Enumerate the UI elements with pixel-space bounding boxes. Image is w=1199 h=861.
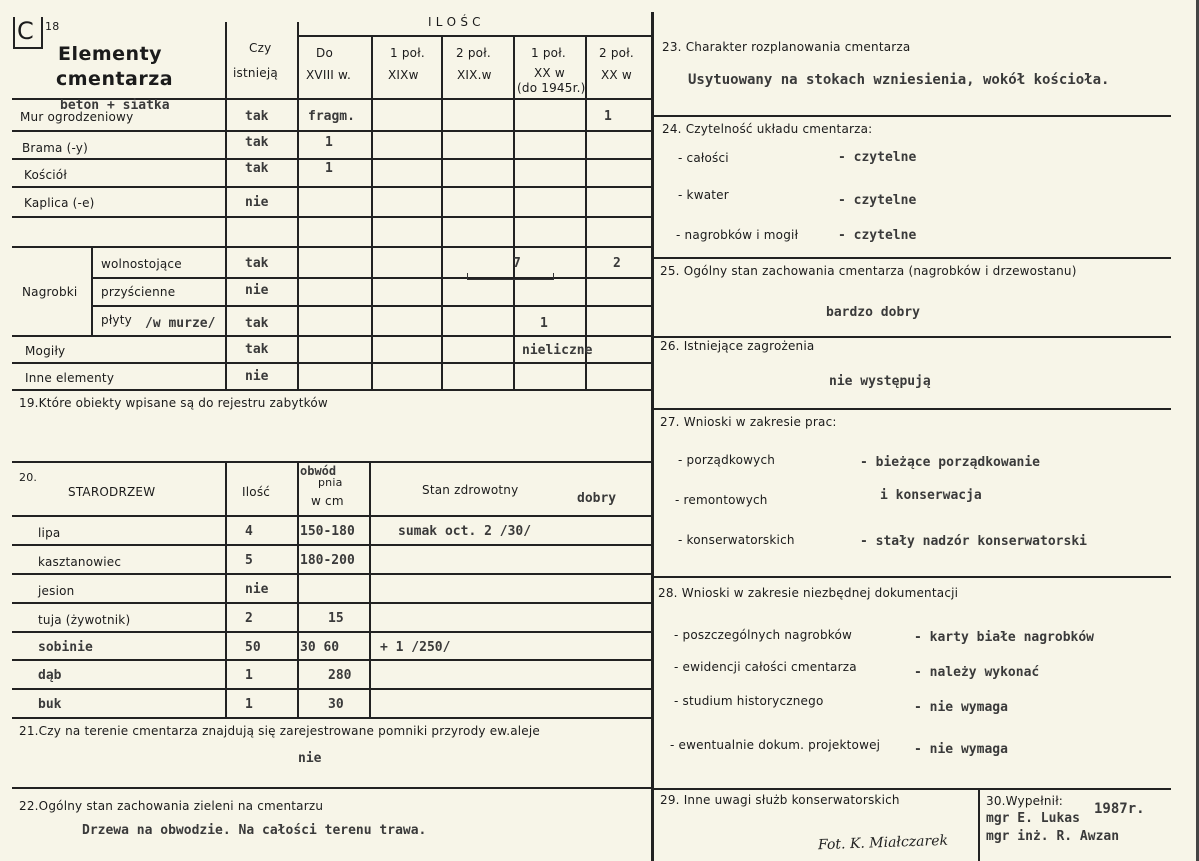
row-nagrobki-label: Nagrobki — [22, 285, 78, 299]
row-mogily-val: nieliczne — [522, 343, 593, 358]
s22-answer: Drzewa na obwodzie. Na całości terenu trawa. — [82, 823, 427, 838]
s21-label: 21.Czy na terenie cmentarza znajdują się zarejestrowane pomniki przyrody ew.aleje — [19, 724, 541, 738]
mur-note: beton + siatka — [60, 98, 170, 113]
tree-name: lipa — [38, 526, 61, 540]
row-wolno-2pol20: 2 — [613, 256, 621, 271]
tree-circumference: 15 — [328, 611, 344, 626]
s30-year: 1987r. — [1094, 801, 1145, 817]
r-h26 — [654, 408, 1171, 410]
s28-item3-value: - nie wymaga — [914, 700, 1008, 715]
row-plyty-note: /w murze/ — [145, 316, 216, 331]
tree-count: nie — [245, 582, 269, 597]
s20-h5 — [12, 631, 652, 633]
s19-label: 19.Które obiekty wpisane są do rejestru zabytków — [19, 396, 328, 410]
tree-count: 1 — [245, 697, 253, 712]
wolno-bracket — [467, 273, 554, 280]
s24-item1-value: - czytelne — [838, 150, 917, 165]
row-plyty-label: płyty — [101, 313, 132, 327]
s20-v3 — [369, 461, 371, 718]
s23-answer: Usytuowany na stokach wzniesienia, wokół kościoła. — [688, 72, 1110, 88]
s28-item1-label: - poszczególnych nagrobków — [674, 628, 853, 642]
s22-label: 22.Ogólny stan zachowania zieleni na cmentarzu — [19, 799, 324, 813]
s30-name2: mgr inż. R. Awzan — [986, 829, 1120, 844]
s28-item3-label: - studium historycznego — [674, 694, 824, 708]
grid-h-r5 — [12, 246, 652, 248]
tree-name: buk — [38, 697, 62, 712]
col-do-1: Do — [316, 46, 333, 60]
row-plyty-czy: tak — [245, 316, 269, 331]
s24-item2-label: - kwater — [678, 188, 729, 202]
row-mogily-label: Mogiły — [25, 344, 66, 358]
grid-v-nagrobki — [91, 247, 93, 335]
tree-count: 4 — [245, 524, 253, 539]
s25-answer: bardzo dobry — [826, 305, 920, 320]
s27-item1-label: - porządkowych — [678, 453, 776, 467]
row-kosciol-label: Kościół — [24, 168, 67, 182]
s24-label: 24. Czytelność układu cmentarza: — [662, 122, 873, 136]
tree-circumference: 180-200 — [300, 553, 355, 568]
s20-h4 — [12, 602, 652, 604]
s20-num: 20. — [19, 471, 38, 484]
s28-item2-value: - należy wykonać — [914, 665, 1040, 680]
row-plyty-1pol20: 1 — [540, 316, 548, 331]
s28-item2-label: - ewidencji całości cmentarza — [674, 660, 857, 674]
col-1pol20-1: 1 poł. — [531, 46, 566, 60]
row-brama-label: Brama (-y) — [22, 141, 88, 155]
s27-item2-label: - remontowych — [675, 493, 768, 507]
tree-name: dąb — [38, 668, 62, 683]
s20-col-obwod-2: pnia — [318, 476, 343, 489]
s18-title-1: Elementy — [58, 43, 163, 65]
photo-credit: Fot. K. Miałczarek — [817, 832, 949, 854]
row-kaplica-czy: nie — [245, 195, 269, 210]
s20-col-obwod-1: obwód — [300, 464, 337, 478]
s20-stan-note: dobry — [577, 491, 617, 506]
col-1pol19-2: XIXw — [388, 68, 419, 82]
row-wolno-label: wolnostojące — [101, 257, 182, 271]
s21-answer: nie — [298, 751, 322, 766]
s24-item1-label: - całości — [678, 151, 729, 165]
tree-name: tuja (żywotnik) — [38, 613, 131, 627]
s20-v1 — [225, 461, 227, 718]
grid-h-r2 — [12, 158, 652, 160]
s30-name1: mgr E. Lukas — [986, 811, 1080, 826]
grid-v1 — [225, 22, 227, 389]
grid-v2 — [297, 22, 299, 389]
row-wolno-1pol20: 7 — [513, 256, 521, 271]
col-2pol20-1: 2 poł. — [599, 46, 634, 60]
s20-h2 — [12, 544, 652, 546]
grid-h-r1 — [12, 130, 652, 132]
s23-label: 23. Charakter rozplanowania cmentarza — [662, 40, 911, 54]
row-inne-czy: nie — [245, 369, 269, 384]
row-kosciol-czy: tak — [245, 161, 269, 176]
tree-circumference: 30 60 — [300, 640, 340, 655]
s27-item3-label: - konserwatorskich — [678, 533, 795, 547]
s24-item2-value: - czytelne — [838, 193, 917, 208]
s24-item3-value: - czytelne — [838, 228, 917, 243]
s20-h1 — [12, 515, 652, 517]
tree-count: 1 — [245, 668, 253, 683]
tree-name: jesion — [38, 584, 75, 598]
s28-label: 28. Wnioski w zakresie niezbędnej dokumentacji — [658, 586, 959, 600]
tree-name: sobinie — [38, 640, 93, 655]
row-mur-label: Mur ogrodzeniowy — [20, 110, 134, 124]
s20-h8 — [12, 717, 652, 719]
tree-count: 50 — [245, 640, 261, 655]
s20-col-starodrzew: STARODRZEW — [68, 485, 156, 499]
s20-top — [12, 461, 652, 463]
grid-h-r10 — [12, 389, 652, 391]
s24-item3-label: - nagrobków i mogił — [676, 228, 799, 242]
col-1pol20-3: (do 1945r.) — [517, 81, 586, 95]
r-h25 — [654, 336, 1171, 338]
col-2pol19-2: XIX.w — [457, 68, 492, 82]
s20-h7 — [12, 688, 652, 690]
col-2pol19-1: 2 poł. — [456, 46, 491, 60]
tree-count: 2 — [245, 611, 253, 626]
s18-title-2: cmentarza — [56, 68, 174, 90]
row-mur-2pol20: 1 — [604, 109, 612, 124]
row-przysc-label: przyścienne — [101, 285, 176, 299]
r-h24 — [654, 257, 1171, 259]
grid-h-r8 — [12, 335, 652, 337]
col-1pol20-2: XX w — [534, 66, 565, 80]
tree-circumference: 280 — [328, 668, 352, 683]
s26-label: 26. Istniejące zagrożenia — [660, 339, 815, 353]
center-divider — [651, 12, 654, 861]
col-2pol20-2: XX w — [601, 68, 632, 82]
s28-item4-label: - ewentualnie dokum. projektowej — [670, 738, 881, 752]
row-wolno-czy: tak — [245, 256, 269, 271]
row-przysc-czy: nie — [245, 283, 269, 298]
col-czy-2: istnieją — [233, 66, 278, 80]
tree-circumference: 150-180 — [300, 524, 355, 539]
s20-col-stan: Stan zdrowotny — [422, 483, 519, 497]
s22-top — [12, 787, 652, 789]
r-h28 — [654, 788, 1171, 790]
tree-name: kasztanowiec — [38, 555, 122, 569]
grid-h-r6 — [91, 277, 652, 279]
tree-count: 5 — [245, 553, 253, 568]
r-h27 — [654, 576, 1171, 578]
row-brama-czy: tak — [245, 135, 269, 150]
tree-health: sumak oct. 2 /30/ — [398, 524, 532, 539]
row-mogily-czy: tak — [245, 342, 269, 357]
s27-item2-value: i konserwacja — [880, 488, 982, 503]
tree-health: + 1 /250/ — [380, 640, 451, 655]
s30-label: 30.Wypełnił: — [986, 794, 1064, 808]
grid-h-r3 — [12, 186, 652, 188]
grid-h-ilosc — [297, 35, 651, 37]
r-v30 — [978, 788, 980, 861]
row-mur-czy: tak — [245, 109, 269, 124]
row-kaplica-label: Kaplica (-e) — [24, 196, 95, 210]
grid-h-r7 — [91, 305, 652, 307]
card-letter: C — [17, 17, 35, 45]
s26-answer: nie występują — [829, 374, 931, 389]
s20-col-ilosc: Ilość — [242, 485, 271, 499]
s27-item3-value: - stały nadzór konserwatorski — [860, 534, 1087, 549]
s25-label: 25. Ogólny stan zachowania cmentarza (nagrobków i drzewostanu) — [660, 264, 1077, 278]
row-inne-label: Inne elementy — [25, 371, 115, 385]
s20-h3 — [12, 573, 652, 575]
col-czy-1: Czy — [249, 41, 272, 55]
grid-h-r9 — [12, 362, 652, 364]
r-h23 — [654, 115, 1171, 117]
col-do-2: XVIII w. — [306, 68, 351, 82]
col-1pol19-1: 1 poł. — [390, 46, 425, 60]
grid-h-r4 — [12, 216, 652, 218]
s20-h6 — [12, 659, 652, 661]
card-number: 18 — [45, 20, 60, 33]
s29-label: 29. Inne uwagi służb konserwatorskich — [660, 793, 900, 807]
s20-v2 — [297, 461, 299, 718]
row-kosciol-do: 1 — [325, 161, 333, 176]
s28-item4-value: - nie wymaga — [914, 742, 1008, 757]
row-brama-do: 1 — [325, 135, 333, 150]
tree-circumference: 30 — [328, 697, 344, 712]
col-ilosc: I L O Ś C — [428, 15, 481, 29]
s27-label: 27. Wnioski w zakresie prac: — [660, 415, 837, 429]
s27-item1-value: - bieżące porządkowanie — [860, 455, 1041, 470]
row-mur-do: fragm. — [308, 109, 355, 124]
s20-col-obwod-3: w cm — [311, 494, 344, 508]
s28-item1-value: - karty białe nagrobków — [914, 630, 1095, 645]
